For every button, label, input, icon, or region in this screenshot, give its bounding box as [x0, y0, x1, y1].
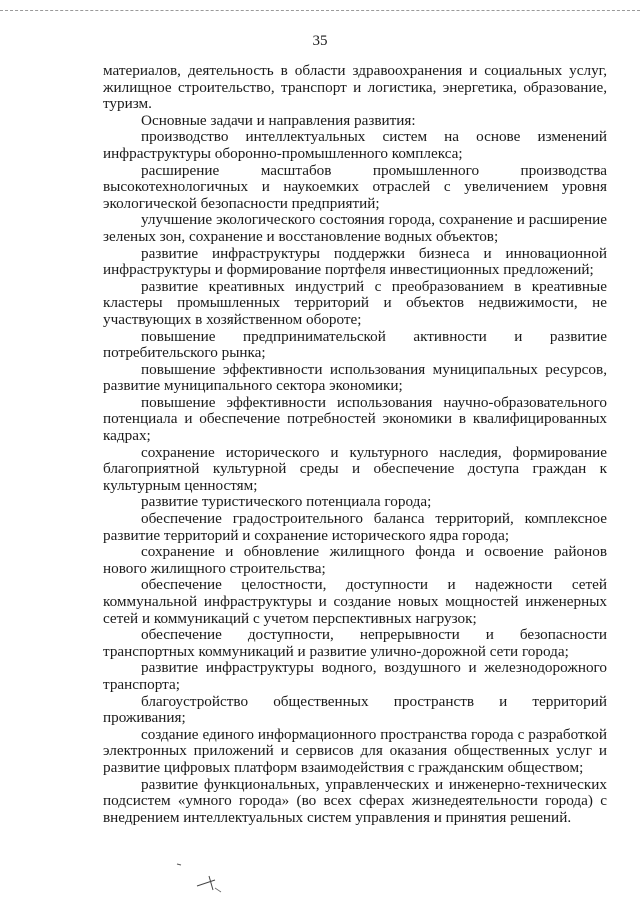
list-item: сохранение и обновление жилищного фонда и освоение районов нового жилищного строительства;	[103, 543, 607, 577]
list-item: производство интеллектуальных систем на основе изменений инфраструктуры оборонно-промышленного комплекса;	[103, 128, 607, 162]
scan-edge-line	[0, 10, 640, 13]
list-item: повышение эффективности использования муниципальных ресурсов, развитие муниципального сектора экономики;	[103, 360, 607, 395]
list-item: повышение предпринимательской активности и развитие потребительского рынка;	[103, 327, 607, 362]
list-item: повышение эффективности использования научно-образовательного потенциала и обеспечение потребностей экономики в квалифицированных кадрах;	[103, 393, 607, 445]
page-number: 35	[312, 33, 328, 49]
list-item: создание единого информационного пространства города с разработкой электронных приложений и сервисов для оказания общественных услуг и развитие цифровых платформ взаимодействия с гражданским обществом;	[103, 725, 607, 776]
handwritten-mark	[175, 858, 235, 898]
list-item: сохранение исторического и культурного наследия, формирование благоприятной культурной среды и обеспечение доступа граждан к культурным ценностям;	[103, 443, 607, 494]
section-heading: Основные задачи и направления развития:	[141, 111, 416, 129]
list-item: развитие инфраструктуры водного, воздушного и железнодорожного транспорта;	[103, 659, 607, 693]
list-item: улучшение экологического состояния города, сохранение и расширение зеленых зон, сохранение и восстановление водных объектов;	[103, 211, 607, 245]
list-item: обеспечение градостроительного баланса территорий, комплексное развитие территорий и сохранение исторического ядра города;	[103, 510, 607, 544]
list-item: развитие инфраструктуры поддержки бизнеса и инновационной инфраструктуры и формирование портфеля инвестиционных предложений;	[103, 244, 607, 279]
intro-paragraph: материалов, деятельность в области здравоохранения и социальных услуг, жилищное строительство, транспорт и логистика, энергетика, образование, туризм.	[103, 62, 607, 113]
list-item: благоустройство общественных пространств и территорий проживания;	[103, 692, 607, 727]
list-item: обеспечение доступности, непрерывности и безопасности транспортных коммуникаций и развитие улично-дорожной сети города;	[103, 626, 607, 660]
list-item: развитие креативных индустрий с преобразованием в креативные кластеры промышленных территорий и объектов недвижимости, не участвующих в хозяйственном обороте;	[103, 277, 607, 328]
list-item: обеспечение целостности, доступности и надежности сетей коммунальной инфраструктуры и создание новых мощностей инженерных сетей и коммуникаций с учетом перспективных нагрузок;	[103, 576, 607, 627]
list-item: развитие функциональных, управленческих и инженерно-технических подсистем «умного города» (во всех сферах жизнедеятельности города) с внедрением интеллектуальных систем управления и принятия решений.	[103, 775, 607, 826]
document-body	[103, 63, 607, 826]
list-item: развитие туристического потенциала города;	[141, 493, 432, 511]
list-item: расширение масштабов промышленного производства высокотехнологичных и наукоемких отраслей с увеличением уровня экологической безопасности предприятий;	[103, 161, 607, 212]
